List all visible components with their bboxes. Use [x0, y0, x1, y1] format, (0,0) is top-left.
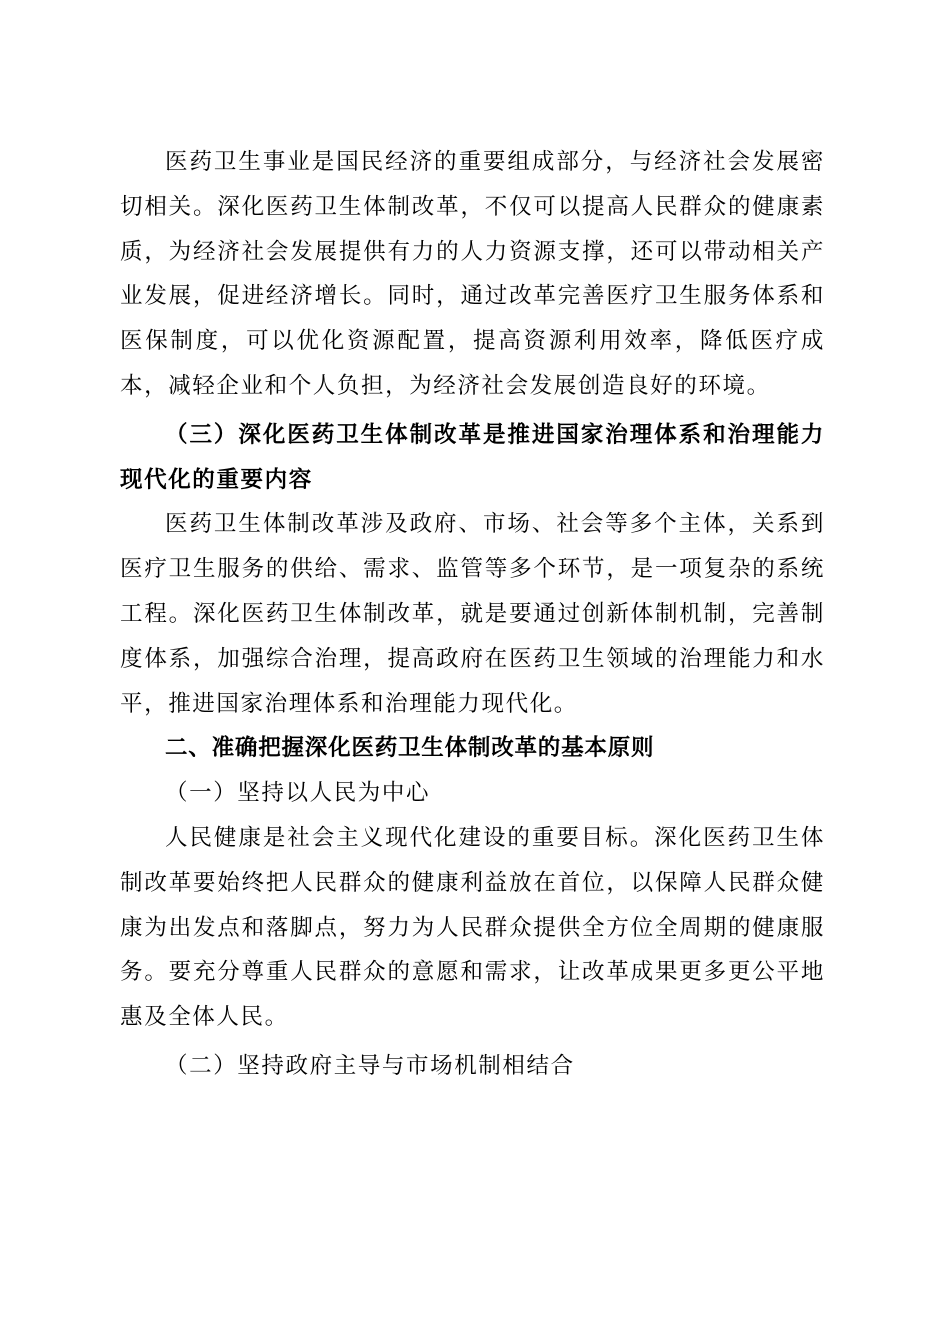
subheading-government-market: （二）坚持政府主导与市场机制相结合: [165, 1052, 575, 1079]
paragraph-economy-impact: 医药卫生事业是国民经济的重要组成部分，与经济社会发展密切相关。深化医药卫生体制改革，不仅可以提高人民群众的健康素质，为经济社会发展提供有力的人力资源支撑，还可以带动相关产业发展，促进经济增长。同时，通过改革完善医疗卫生服务体系和医保制度，可以优化资源配置，提高资源利用效率，降低医疗成本，减轻企业和个人负担，为经济社会发展创造良好的环境。: [120, 149, 825, 399]
document-body: [120, 140, 825, 1089]
section-heading-principles: 二、准确把握深化医药卫生体制改革的基本原则: [165, 735, 655, 762]
paragraph-governance: 医药卫生体制改革涉及政府、市场、社会等多个主体，关系到医疗卫生服务的供给、需求、监管等多个环节，是一项复杂的系统工程。深化医药卫生体制改革，就是要通过创新体制机制，完善制度体系，加强综合治理，提高政府在医药卫生领域的治理能力和水平，推进国家治理体系和治理能力现代化。: [120, 511, 825, 717]
subheading-people-centered: （一）坚持以人民为中心: [165, 780, 431, 807]
paragraph-people-centered: 人民健康是社会主义现代化建设的重要目标。深化医药卫生体制改革要始终把人民群众的健康利益放在首位，以保障人民群众健康为出发点和落脚点，努力为人民群众提供全方位全周期的健康服务。要充分尊重人民群众的意愿和需求，让改革成果更多更公平地惠及全体人民。: [120, 824, 825, 1031]
subheading-governance: （三）深化医药卫生体制改革是推进国家治理体系和治理能力现代化的重要内容: [120, 421, 825, 493]
